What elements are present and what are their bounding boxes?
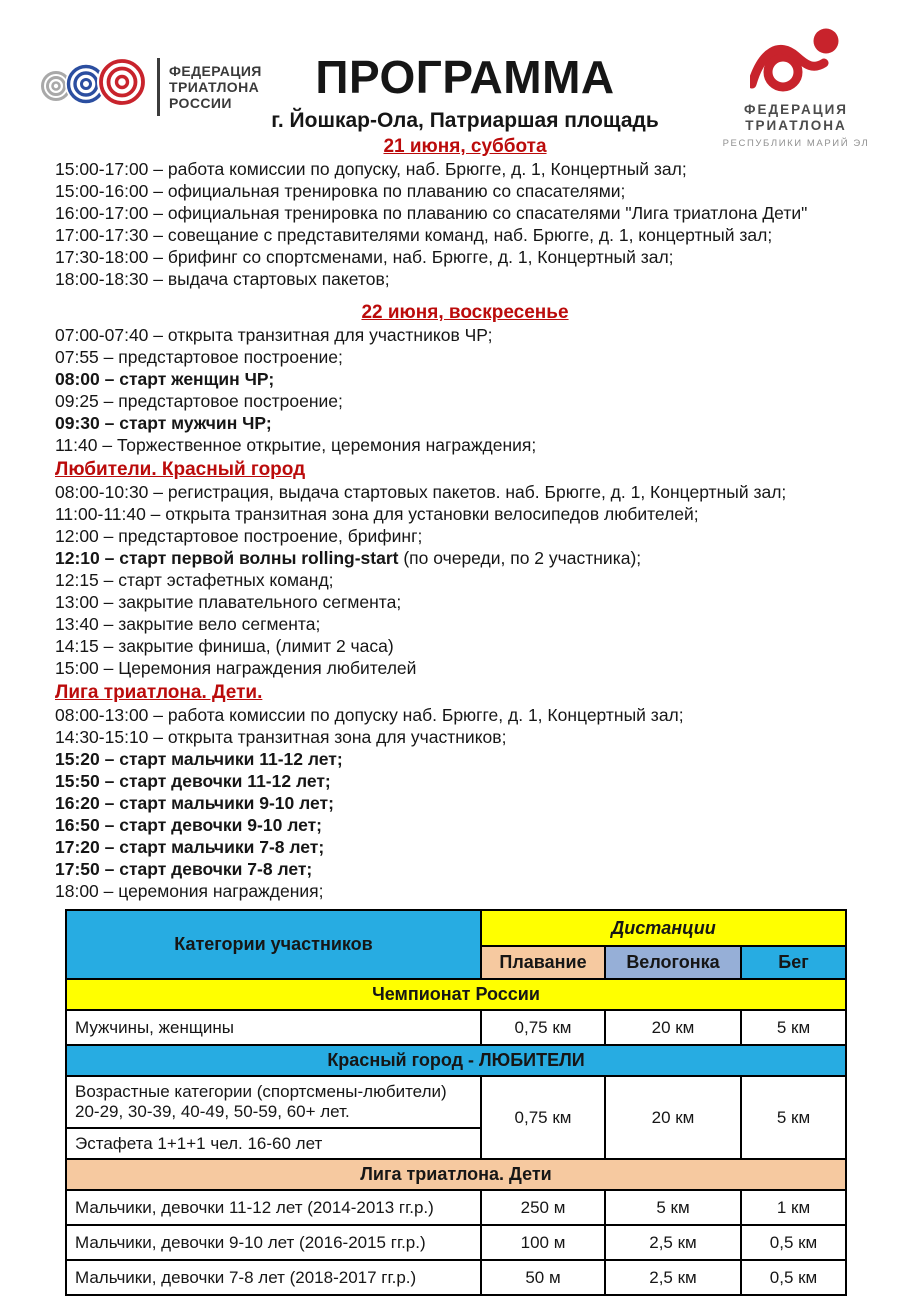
table-cell-bike: 5 км: [605, 1190, 741, 1225]
rtf-logo-line3: РОССИИ: [169, 94, 232, 111]
table-cell-bike: 2,5 км: [605, 1225, 741, 1260]
table-header-distances: Дистанции: [481, 910, 846, 946]
swimmer-wave-icon: [711, 26, 881, 98]
triathlon-federation-russia-logo: [36, 52, 262, 121]
section-amateurs: [55, 458, 875, 679]
schedule-line: 07:55 – предстартовое построение;: [55, 347, 343, 367]
schedule-line: 14:15 – закрытие финиша, (лимит 2 часа): [55, 636, 394, 656]
schedule-line: 12:15 – старт эстафетных команд;: [55, 570, 334, 590]
table-row-label: Мальчики, девочки 11-12 лет (2014-2013 гг.р.): [66, 1190, 481, 1225]
table-section-kids: Лига триатлона. Дети: [66, 1159, 846, 1190]
table-cell-bike: 20 км: [605, 1076, 741, 1159]
triathlon-federation-mariel-logo: [711, 26, 881, 149]
page-title: ПРОГРАММА: [315, 51, 615, 103]
schedule-line: 17:00-17:30 – совещание с представителями команд, наб. Брюгге, д. 1, концертный зал;: [55, 225, 773, 245]
table-section-amateurs: Красный город - ЛЮБИТЕЛИ: [66, 1045, 846, 1076]
schedule-line: 15:50 – старт девочки 11-12 лет;: [55, 771, 331, 791]
table-cell-swim: 100 м: [481, 1225, 605, 1260]
schedule-line: 12:10 – старт первой волны rolling-start (по очереди, по 2 участника);: [55, 548, 642, 568]
schedule-line: 18:00 – церемония награждения;: [55, 881, 324, 901]
schedule-line: 16:20 – старт мальчики 9-10 лет;: [55, 793, 334, 813]
table-row-label: Мужчины, женщины: [66, 1010, 481, 1045]
schedule-line: 08:00-10:30 – регистрация, выдача стартовых пакетов. наб. Брюгге, д. 1, Концертный зал;: [55, 482, 787, 502]
table-row-label: Возрастные категории (спортсмены-любители) 20-29, 30-39, 40-49, 50-59, 60+ лет.: [66, 1076, 481, 1128]
page-subtitle: г. Йошкар-Ола, Патриаршая площадь: [271, 109, 659, 132]
table-cell-run: 0,5 км: [741, 1260, 846, 1295]
section-heading-june21: 21 июня, суббота: [383, 136, 547, 157]
schedule-line: 15:00-17:00 – работа комиссии по допуску, наб. Брюгге, д. 1, Концертный зал;: [55, 159, 687, 179]
schedule-line: 09:30 – старт мужчин ЧР;: [55, 413, 272, 433]
section-heading-june22: 22 июня, воскресенье: [361, 302, 569, 323]
schedule-line: 15:20 – старт мальчики 11-12 лет;: [55, 749, 343, 769]
section-heading-kids: Лига триатлона. Дети.: [55, 682, 263, 703]
schedule-line: 17:20 – старт мальчики 7-8 лет;: [55, 837, 325, 857]
mariel-logo-line1: ФЕДЕРАЦИЯ: [744, 102, 848, 117]
schedule-line: 08:00-13:00 – работа комиссии по допуску наб. Брюгге, д. 1, Концертный зал;: [55, 705, 684, 725]
schedule-line: 17:50 – старт девочки 7-8 лет;: [55, 859, 313, 879]
rtf-logo-text: [169, 63, 262, 111]
schedule-line: 15:00 – Церемония награждения любителей: [55, 658, 417, 678]
section-june22: [55, 301, 875, 456]
table-cell-run: 5 км: [741, 1010, 846, 1045]
logo-divider: [157, 58, 160, 116]
schedule-line: 16:50 – старт девочки 9-10 лет;: [55, 815, 322, 835]
schedule-line: 17:30-18:00 – брифинг со спортсменами, наб. Брюгге, д. 1, Концертный зал;: [55, 247, 674, 267]
section-june21: [55, 135, 875, 290]
table-section-championship: Чемпионат России: [66, 979, 846, 1010]
table-row-label: Эстафета 1+1+1 чел. 16-60 лет: [66, 1128, 481, 1159]
table-cell-swim: 0,75 км: [481, 1076, 605, 1159]
schedule-line: 09:25 – предстартовое построение;: [55, 391, 343, 411]
schedule-line: 08:00 – старт женщин ЧР;: [55, 369, 275, 389]
table-row-label: Мальчики, девочки 9-10 лет (2016-2015 гг.р.): [66, 1225, 481, 1260]
distances-table: [65, 909, 847, 1296]
rtf-logo-line1: ФЕДЕРАЦИЯ: [169, 62, 262, 79]
table-cell-bike: 20 км: [605, 1010, 741, 1045]
table-row-label: Мальчики, девочки 7-8 лет (2018-2017 гг.р.): [66, 1260, 481, 1295]
rtf-logo-line2: ТРИАТЛОНА: [169, 78, 260, 95]
section-heading-amateurs: Любители. Красный город: [55, 459, 306, 480]
section-kids: [55, 681, 875, 902]
schedule-line: 11:40 – Торжественное открытие, церемония награждения;: [55, 435, 537, 455]
table-header-categories: Категории участников: [66, 910, 481, 979]
table-cell-run: 0,5 км: [741, 1225, 846, 1260]
table-cell-swim: 0,75 км: [481, 1010, 605, 1045]
schedule-line: 07:00-07:40 – открыта транзитная для участников ЧР;: [55, 325, 493, 345]
schedule-line: 13:00 – закрытие плавательного сегмента;: [55, 592, 402, 612]
table-header-swim: Плавание: [481, 946, 605, 979]
schedule-line: 16:00-17:00 – официальная тренировка по плаванию со спасателями "Лига триатлона Дети": [55, 203, 808, 223]
table-header-run: Бег: [741, 946, 846, 979]
table-header-bike: Велогонка: [605, 946, 741, 979]
schedule-line: 14:30-15:10 – открыта транзитная зона для участников;: [55, 727, 507, 747]
table-cell-swim: 250 м: [481, 1190, 605, 1225]
schedule-line: 13:40 – закрытие вело сегмента;: [55, 614, 321, 634]
mariel-logo-line3: РЕСПУБЛИКИ МАРИЙ ЭЛ: [722, 138, 870, 149]
schedule-line: 18:00-18:30 – выдача стартовых пакетов;: [55, 269, 390, 289]
table-cell-run: 1 км: [741, 1190, 846, 1225]
schedule-line: 15:00-16:00 – официальная тренировка по плаванию со спасателями;: [55, 181, 626, 201]
triathlon-rings-icon: [36, 52, 148, 121]
schedule-line: 11:00-11:40 – открыта транзитная зона для установки велосипедов любителей;: [55, 504, 699, 524]
table-cell-bike: 2,5 км: [605, 1260, 741, 1295]
schedule-line: 12:00 – предстартовое построение, брифинг;: [55, 526, 423, 546]
mariel-logo-line2: ТРИАТЛОНА: [745, 118, 847, 133]
table-cell-swim: 50 м: [481, 1260, 605, 1295]
table-cell-run: 5 км: [741, 1076, 846, 1159]
